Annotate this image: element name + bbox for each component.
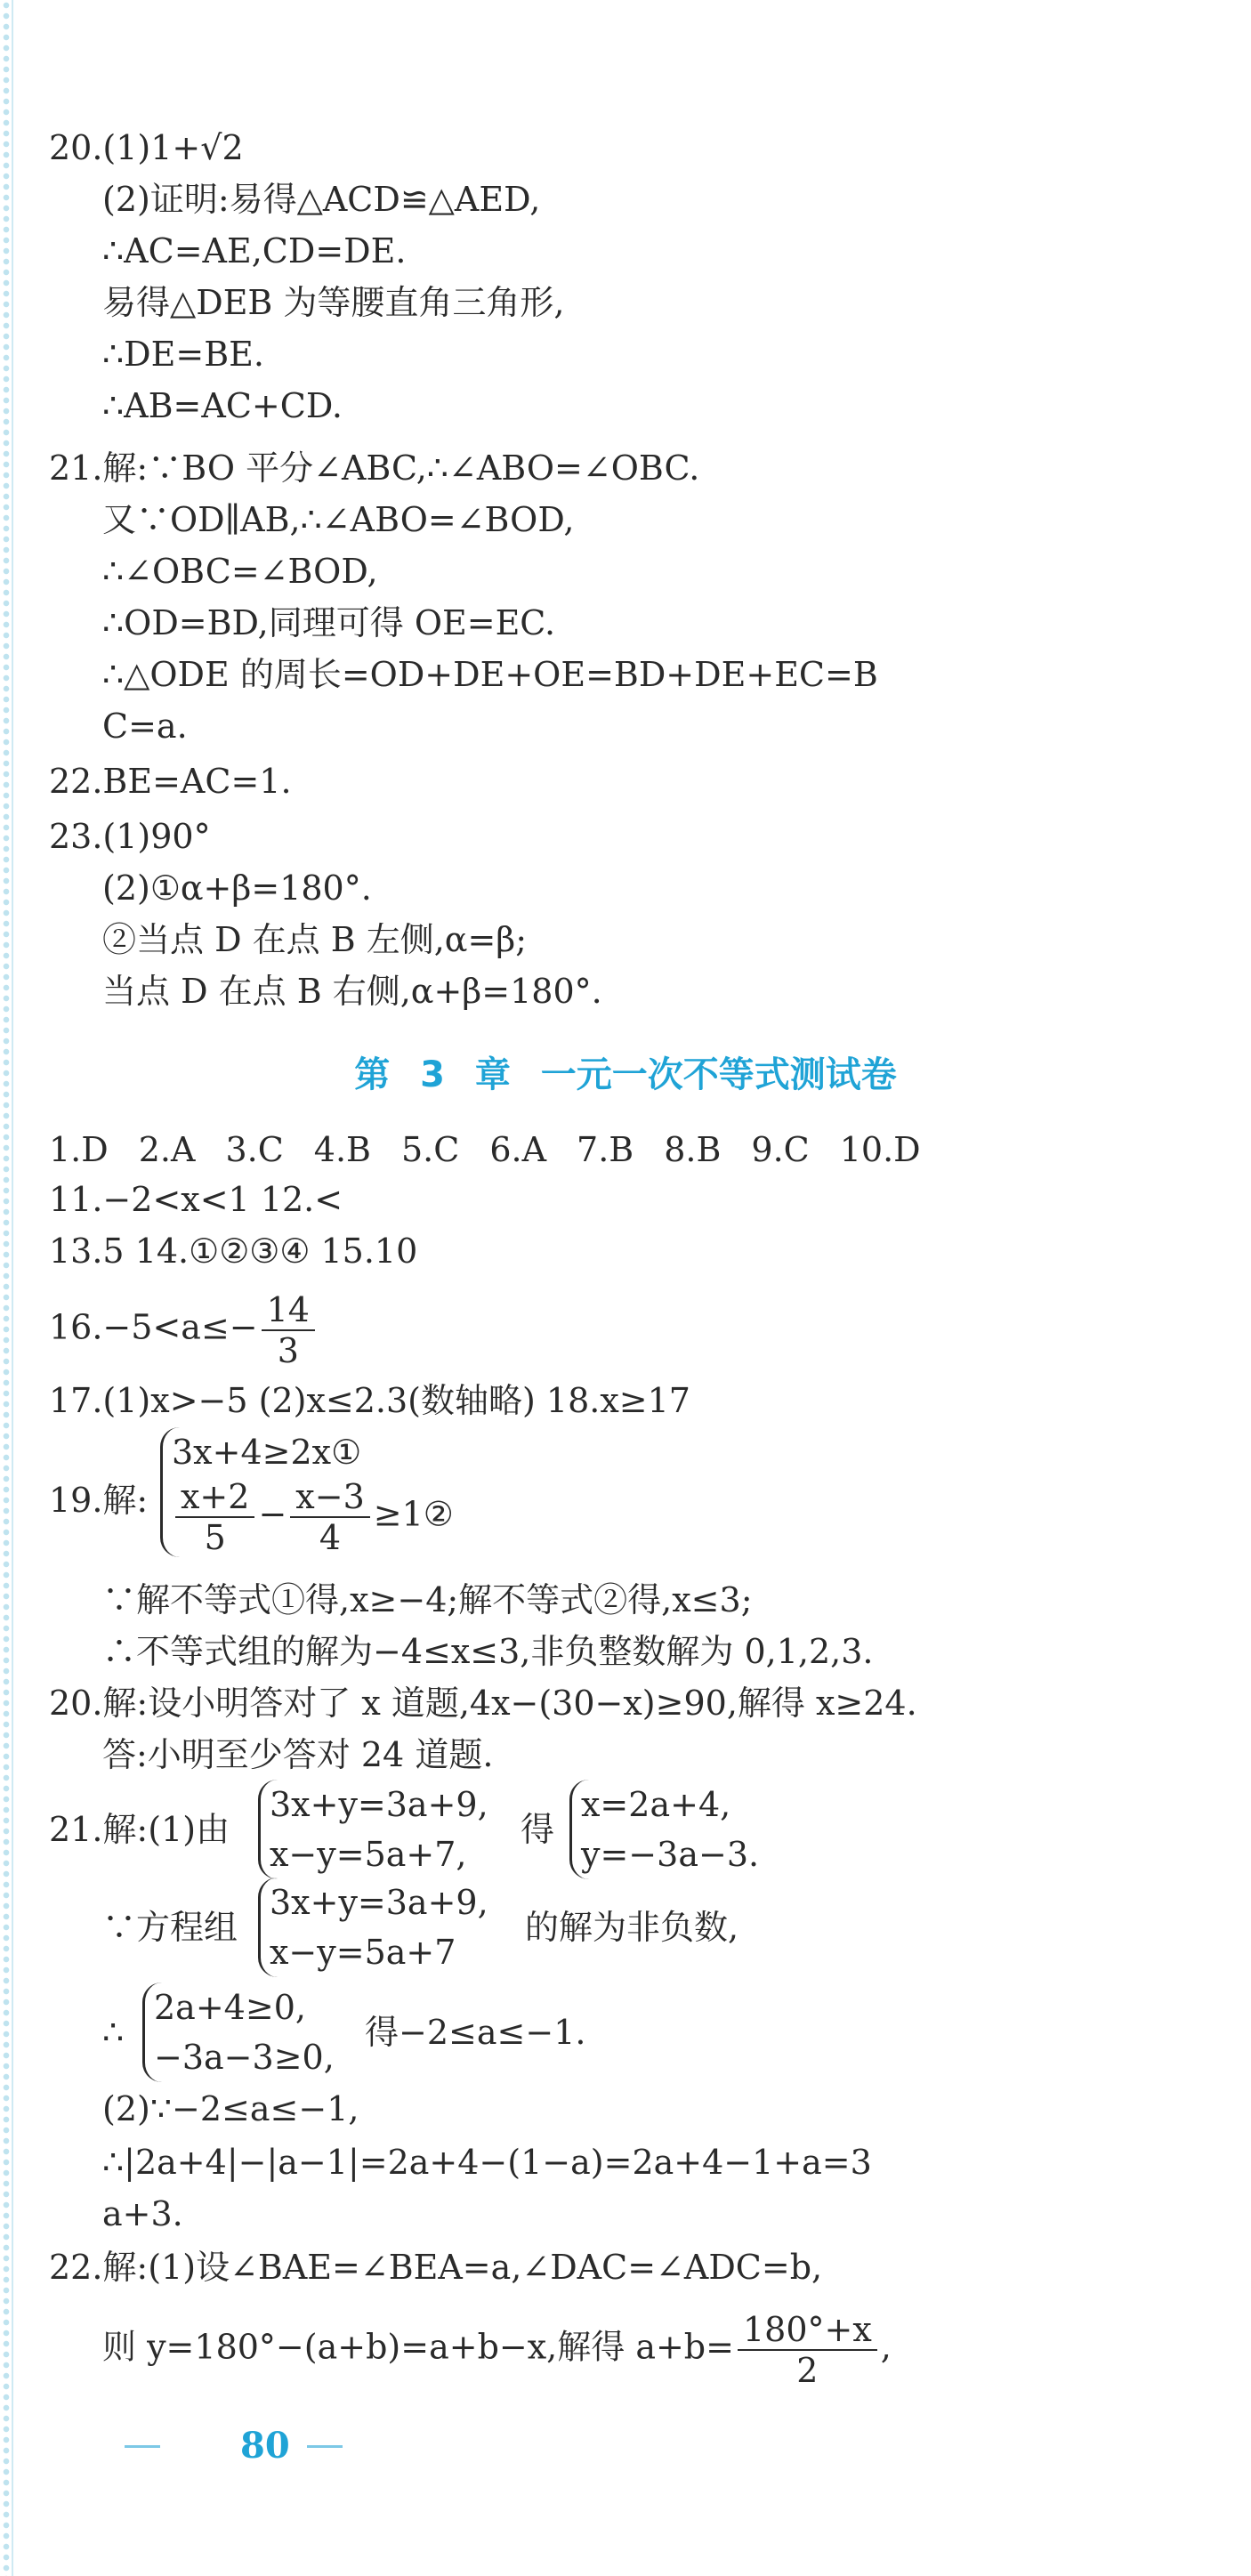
q21-system-2 (569, 1780, 759, 1879)
q21-line5: ∴△ODE 的周长=OD+DE+OE=BD+DE+EC=B (102, 655, 878, 694)
q19-ineq2-tail: ≥1② (373, 1494, 454, 1534)
answer-3: 3.C (225, 1130, 284, 1169)
q19-line4: ∴不等式组的解为−4≤x≤3,非负整数解为 0,1,2,3. (102, 1632, 874, 1671)
q19-system (160, 1427, 454, 1557)
q20-2-line1: 20.解:设小明答对了 x 道题,4x−(30−x)≥90,解得 x≥24. (49, 1684, 917, 1723)
q19-frac2-num: x−3 (290, 1477, 369, 1518)
page-dash-left (125, 2445, 160, 2448)
q19-frac1 (175, 1477, 254, 1557)
border-line (12, 0, 13, 2576)
q20-part1: 20.(1)1+√2 (49, 128, 244, 167)
q21-part2-line3: a+3. (102, 2194, 183, 2233)
q19-inequality-1: 3x+4≥2x① (172, 1433, 362, 1472)
q20-line4: 易得△DEB 为等腰直角三角形, (102, 283, 565, 322)
q16-prefix: 16.−5<a≤− (49, 1307, 258, 1347)
chapter-heading: 第 3 章 一元一次不等式测试卷 (354, 1054, 897, 1095)
q21-part2: (2)∵−2≤a≤−1, (102, 2089, 359, 2128)
answer-9: 9.C (751, 1130, 810, 1169)
q17-18-answers: 17.(1)x>−5 (2)x≤2.3(数轴略) 18.x≥17 (49, 1381, 690, 1420)
q22-2-line1: 22.解:(1)设∠BAE=∠BEA=a,∠DAC=∠ADC=b, (49, 2248, 823, 2287)
q21-line4: ∴OD=BD,同理可得 OE=EC. (102, 603, 556, 642)
q22-fraction (738, 2310, 877, 2390)
q13-15-answers: 13.5 14.①②③④ 15.10 (49, 1231, 418, 1271)
q23-line3: ②当点 D 在点 B 左侧,α=β; (102, 920, 528, 959)
q22-2-line2 (102, 2310, 892, 2390)
q20-line6: ∴AB=AC+CD. (102, 386, 343, 425)
q21-line6: C=a. (102, 707, 188, 746)
q21-sys1-eq2: x−y=5a+7, (270, 1835, 467, 1874)
q21-sys3-eq2: x−y=5a+7 (270, 1933, 456, 1972)
q19-frac2 (290, 1477, 369, 1557)
q21-part2-line2: ∴|2a+4|−|a−1|=2a+4−(1−a)=2a+4−1+a=3 (102, 2143, 872, 2182)
q21-sys2-eq2: y=−3a−3. (581, 1835, 760, 1874)
q23-part1: 23.(1)90° (49, 817, 211, 856)
q21-system-4 (142, 1982, 335, 2082)
q19-frac1-num: x+2 (175, 1477, 254, 1518)
q21-nonneg: 的解为非负数, (525, 1908, 739, 1947)
page-dash-right (307, 2445, 343, 2448)
q21-system-1 (258, 1780, 488, 1879)
q19-frac1-den: 5 (204, 1518, 226, 1557)
q16-numerator: 14 (262, 1290, 315, 1331)
q21-line2: 又∵OD∥AB,∴∠ABO=∠BOD, (102, 500, 575, 539)
decorative-border (0, 0, 12, 2576)
q21-line1: 21.解:∵BO 平分∠ABC,∴∠ABO=∠OBC. (49, 448, 700, 488)
answer-4: 4.B (313, 1130, 371, 1169)
q22-frac-den: 2 (796, 2351, 819, 2390)
q16-answer (49, 1290, 319, 1370)
q21-sys2-eq1: x=2a+4, (581, 1785, 731, 1824)
q23-line4: 当点 D 在点 B 右侧,α+β=180°. (102, 972, 602, 1011)
q22-line2-text: 则 y=180°−(a+b)=a+b−x,解得 a+b= (102, 2327, 734, 2367)
q16-denominator: 3 (277, 1331, 299, 1370)
q23-part2: (2)①α+β=180°. (102, 868, 372, 908)
choice-answers-row (49, 1126, 951, 1173)
q21-sys3-eq1: 3x+y=3a+9, (270, 1883, 488, 1922)
q22-tail: , (880, 2327, 892, 2367)
q16-fraction (262, 1290, 315, 1370)
q20-part2: (2)证明:易得△ACD≌△AED, (102, 180, 541, 219)
q19-minus: − (258, 1494, 287, 1534)
q22-answer: 22.BE=AC=1. (49, 762, 292, 801)
answer-10: 10.D (839, 1130, 921, 1169)
q21-get: 得 (521, 1810, 555, 1849)
q21-2-label: 21.解:(1)由 (49, 1810, 230, 1849)
q21-therefore: ∴ (102, 2013, 125, 2052)
q21-sys1-eq1: 3x+y=3a+9, (270, 1785, 488, 1824)
answer-7: 7.B (577, 1130, 634, 1169)
q21-sys4-eq1: 2a+4≥0, (154, 1988, 306, 2027)
q20-2-line2: 答:小明至少答对 24 道题. (102, 1735, 494, 1774)
q19-label: 19.解: (49, 1481, 149, 1520)
q19-frac2-den: 4 (319, 1518, 342, 1557)
q21-sys4-eq2: −3a−3≥0, (154, 2038, 335, 2077)
q20-line3: ∴AC=AE,CD=DE. (102, 231, 407, 271)
q21-because: ∵方程组 (102, 1908, 238, 1947)
answer-8: 8.B (664, 1130, 722, 1169)
q21-result: 得−2≤a≤−1. (365, 2013, 586, 2052)
q21-system-3 (258, 1877, 488, 1977)
q20-line5: ∴DE=BE. (102, 335, 264, 374)
page-number: 80 (240, 2425, 290, 2467)
q19-line3: ∵解不等式①得,x≥−4;解不等式②得,x≤3; (102, 1580, 753, 1619)
answer-1: 1.D (49, 1130, 109, 1169)
q22-frac-num: 180°+x (738, 2310, 877, 2351)
answer-2: 2.A (138, 1130, 196, 1169)
q19-inequality-2 (172, 1477, 454, 1557)
answer-5: 5.C (400, 1130, 460, 1169)
answer-6: 6.A (489, 1130, 547, 1169)
q21-line3: ∴∠OBC=∠BOD, (102, 552, 378, 591)
q11-12-answers: 11.−2<x<1 12.< (49, 1180, 343, 1219)
